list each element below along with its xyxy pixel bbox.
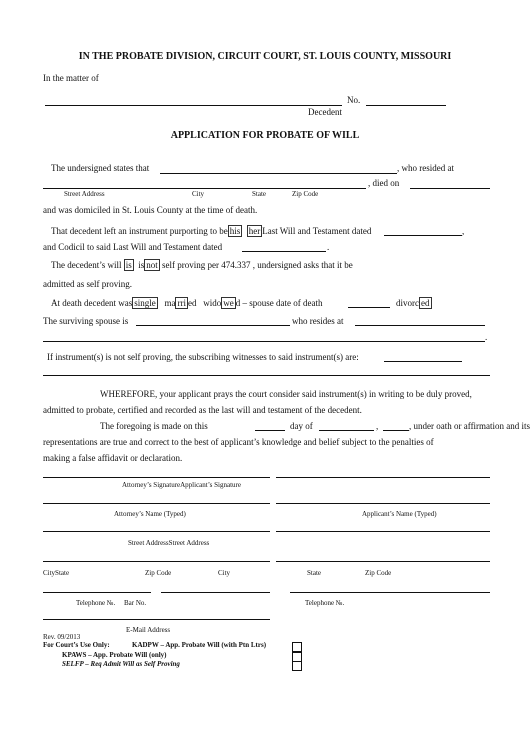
who-resides-label: who resides at — [292, 316, 344, 326]
revision-label: Rev. 09/2013 — [43, 633, 81, 641]
attorney-street-line[interactable] — [43, 531, 270, 532]
city-caption: City — [192, 190, 205, 198]
street-address-caption: Street Address — [64, 190, 105, 198]
surviving-spouse-label: The surviving spouse is — [43, 316, 129, 326]
spouse-date-text: – spouse date of death — [242, 298, 323, 308]
false-affidavit-text: making a false affidavit or declaration. — [43, 453, 183, 463]
applicant-signature-line[interactable] — [276, 477, 490, 478]
is-not-option[interactable]: not — [146, 260, 158, 270]
city-label-2: City — [218, 569, 231, 577]
attorney-phone-line[interactable] — [43, 592, 151, 593]
day-line[interactable] — [255, 430, 285, 431]
applicant-city-line[interactable] — [276, 561, 490, 562]
married-option[interactable]: rri — [177, 298, 186, 308]
case-no-line[interactable] — [366, 105, 446, 106]
kadpw-checkbox[interactable] — [292, 642, 302, 652]
domiciled-text: and was domiciled in St. Louis County at the time of death. — [43, 205, 258, 215]
at-death-text: At death decedent was — [51, 298, 133, 308]
his-option[interactable]: his — [229, 226, 241, 236]
month-line[interactable] — [319, 430, 374, 431]
kpaws-label: KPAWS – App. Probate Will (only) — [62, 651, 167, 659]
email-label: E-Mail Address — [126, 626, 171, 634]
is-not-text: is — [138, 260, 145, 270]
witness-line-1[interactable] — [384, 361, 462, 362]
her-option[interactable]: her — [248, 226, 261, 236]
date-of-death-line[interactable] — [410, 188, 490, 189]
undersigned-label: The undersigned states that — [51, 163, 150, 173]
state-label-2: State — [307, 569, 321, 577]
who-resided-label: , who resided at — [397, 163, 454, 173]
died-on-label: , died on — [368, 178, 400, 188]
spouse-address-line-2[interactable] — [43, 341, 485, 342]
oath-text: , under oath or affirmation and its — [409, 421, 530, 431]
court-title: IN THE PROBATE DIVISION, CIRCUIT COURT, ST. LOUIS COUNTY, MISSOURI — [78, 51, 452, 62]
codicil-date-line[interactable] — [242, 251, 326, 252]
applicant-name-line[interactable] — [276, 503, 490, 504]
admitted-self-text: admitted as self proving. — [43, 279, 132, 289]
is-option[interactable]: is — [125, 260, 132, 270]
selfp-label: SELFP – Req Admit Will as Self Proving — [62, 660, 180, 668]
attorney-city-line[interactable] — [43, 561, 270, 562]
wherefore-1: WHEREFORE, your applicant prays the court consider said instrument(s) in writing to be duly proved, — [100, 389, 472, 399]
self-proving-line — [51, 260, 353, 270]
bar-no-line[interactable] — [161, 592, 270, 593]
witness-line-2[interactable] — [43, 375, 490, 376]
attorney-name-line[interactable] — [43, 503, 270, 504]
selfp-checkbox[interactable] — [292, 661, 302, 671]
day-of-label: day of — [290, 421, 313, 431]
instrument-text: That decedent left an instrument purporting to be — [51, 226, 228, 236]
decedent-label: Decedent — [308, 107, 342, 117]
in-matter-of-label: In the matter of — [43, 73, 99, 83]
telephone-label-2: Telephone №. — [305, 599, 345, 607]
divorced-label: divorc ed — [396, 298, 430, 308]
applicant-name-line[interactable] — [160, 173, 397, 174]
signature-labels: Attorney’s SignatureApplicant’s Signature — [122, 481, 241, 489]
attorney-signature-line[interactable] — [43, 477, 270, 478]
foregoing-text: The foregoing is made on this — [100, 421, 208, 431]
citystate-label: CityState — [43, 569, 70, 577]
applicant-phone-line[interactable] — [290, 592, 490, 593]
spouse-address-line[interactable] — [355, 325, 485, 326]
state-caption: State — [252, 190, 266, 198]
wherefore-2: admitted to probate, certified and recorded as the last will and testament of the decedent. — [43, 405, 362, 415]
telephone-label-1: Telephone №. — [76, 599, 116, 607]
single-option[interactable]: single — [134, 298, 156, 308]
applicant-name-label: Applicant’s Name (Typed) — [362, 510, 437, 518]
will-dated-text: Last Will and Testament dated — [262, 226, 372, 236]
form-title: APPLICATION FOR PROBATE OF WILL — [170, 130, 360, 141]
representations-text: representations are true and correct to the best of applicant’s knowledge and belief subject to the penalties of — [43, 437, 434, 447]
spouse-death-date-line[interactable] — [348, 307, 390, 308]
decedent-address-line[interactable] — [43, 188, 366, 189]
year-line[interactable] — [383, 430, 409, 431]
widowed-option[interactable]: we — [223, 298, 234, 308]
court-use-label: For Court’s Use Only: — [43, 641, 110, 649]
will-date-line[interactable] — [384, 235, 462, 236]
applicant-street-line[interactable] — [276, 531, 490, 532]
email-line[interactable] — [43, 619, 270, 620]
self-proving-text: The decedent’s will — [51, 260, 122, 270]
case-no-label: No. — [347, 95, 361, 105]
surviving-spouse-line[interactable] — [136, 325, 290, 326]
zip-label-1: Zip Code — [145, 569, 172, 577]
codicil-text: and Codicil to said Last Will and Testament dated — [43, 242, 223, 252]
bar-no-label: Bar No. — [124, 599, 147, 607]
marital-status-line: At death decedent was single ma rri ed wido we d – spouse date of death — [51, 298, 323, 308]
self-proving-request: self proving per 474.337 , undersigned asks that it be — [162, 260, 353, 270]
decedent-name-line[interactable] — [45, 105, 342, 106]
zip-caption: Zip Code — [292, 190, 319, 198]
street-address-labels: Street AddressStreet Address — [128, 539, 210, 547]
zip-label-2: Zip Code — [365, 569, 392, 577]
instrument-line — [51, 226, 371, 236]
attorney-name-label: Attorney’s Name (Typed) — [114, 510, 186, 518]
divorced-option[interactable]: ed — [421, 298, 430, 308]
kadpw-label: KADPW – App. Probate Will (with Ptn Ltrs) — [132, 641, 267, 649]
witnesses-text: If instrument(s) is not self proving, the subscribing witnesses to said instrument(s) are: — [47, 352, 359, 362]
